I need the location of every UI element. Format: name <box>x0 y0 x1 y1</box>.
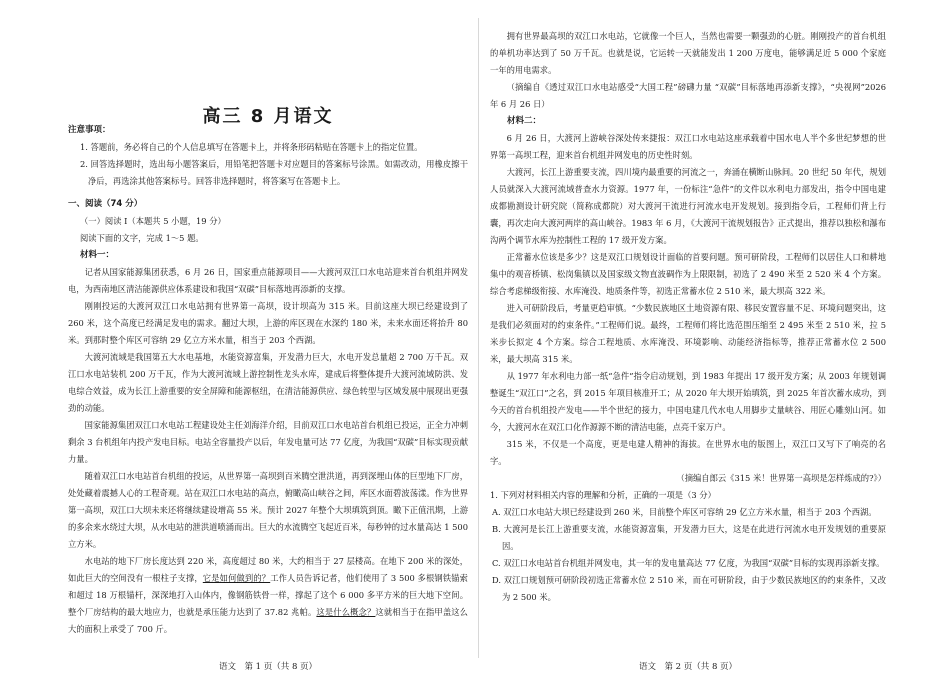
notice-heading: 注意事项： <box>68 125 111 135</box>
text: 水电站的地下厂房长度达到 220 米，高度超过 80 米，大约相当于 27 层楼高。在地下 200 米的深处，如此巨大的空间没有一根柱子支撑， <box>68 556 468 583</box>
paragraph: 6 月 26 日，大渡河上游峡谷深处传来捷报：双江口水电站这座承载着中国水电人半个多世纪梦想的世界第一高坝工程，迎来首台机组并网发电的历史性时刻。 <box>490 133 886 160</box>
text: 工作人员告诉记者，他们使用了 3 500 多根钢铁锚索和超过 18 万根锚杆，深深地打入山体内，像钢筋铁骨一样，撑起了这个 6 000 多平方米的巨大地下空间。整个厂房结构的最大地应力，也就是承压能力达到了 37.82 兆帕。 <box>68 573 468 617</box>
source-citation: （摘编自郎云《315 米！世界第一高坝是怎样炼成的?》） <box>676 473 886 483</box>
paragraph: 刚刚投运的大渡河双江口水电站拥有世界第一高坝，设计坝高为 315 米。目前这座大坝已经建设到了 260 米，这个高度已经满足发电的需求。翻过大坝，上游的库区现在水深约 180 米，未来水面还将抬升 80 米。到那时整个库区可容纳 29 亿立方米水量，相当于 203 个西湖。 <box>68 301 468 345</box>
paragraph: 大渡河，长江上游重要支流，四川境内最重要的河流之一，奔涌在横断山脉间。20 世纪 50 年代，规划人员就深入大渡河流域普查水力资源。1977 年，一份标注“急件”的文件以水利电力部发出，指令中国电建成都勘测设计研究院（简称成都院）对大渡河干流进行河流水电开发规划。接到指令后，工程师们背上行囊，再次走向大渡河两岸的高山峡谷。1983 年 6 月，《大渡河干流规划报告》正式提出，推荐以独松和瀑布沟两个调节水库为控制性工程的 17 级开发方案。 <box>490 167 886 245</box>
page-footer: 语文 第 1 页（共 8 页） <box>218 662 318 672</box>
subsection-heading: （一）阅读 I（本题共 5 小题，19 分） <box>80 216 226 226</box>
paragraph: 从 1977 年水利电力部一纸“急件”指令启动规划，到 1983 年提出 17 级开发方案；从 2003 年规划调整诞生“双江口”之名，到 2015 年项目核准开工；从 2020 年大坝开始填筑，到 2025 年首次蓄水成功，到今天的首台机组投产发电——半个世纪的接力，中国电建几代水电人用脚步丈量峡谷、用匠心雕刻山河。如今，大渡河水在双江口化作源源不断的清洁电能，点亮千家万户。 <box>490 371 886 432</box>
material-label: 材料一： <box>80 250 115 260</box>
question-option: B. 大渡河是长江上游重要支流，水能资源富集，开发潜力巨大，这是在此进行河流水电开发规划的重要原因。 <box>492 524 886 551</box>
paragraph: 记者从国家能源集团获悉，6 月 26 日，国家重点能源项目——大渡河双江口水电站迎来首台机组并网发电，为西南地区清洁能源供应体系建设和我国“双碳”目标落地再添新的支撑。 <box>68 267 468 294</box>
question-option: A. 双江口水电站大坝已经建设到 260 米，目前整个库区可容纳 29 亿立方米水量，相当于 203 个西湖。 <box>492 507 877 517</box>
page-title: 高三 8 月语文 <box>202 106 334 127</box>
section-heading: 一、阅读（74 分） <box>68 199 143 209</box>
text: 这就相当于在指甲盖这么大的面积上承受了 700 斤。 <box>68 607 468 634</box>
question-option: D. 双江口规划预可研阶段初选正常蓄水位 2 510 米，而在可研阶段，由于少数民族地区的约束条件，又改为 2 500 米。 <box>492 575 886 602</box>
instruction: 阅读下面的文字，完成 1～5 题。 <box>80 233 204 243</box>
left-body <box>68 122 468 638</box>
column-divider <box>478 18 479 658</box>
paragraph: 正常蓄水位该是多少？这是双江口规划设计面临的首要问题。预可研阶段，工程师们以居住人口和耕地集中的观音桥镇、松岗集镇以及国家级文物直波碉作为上限限制，初选了 2 490 米至 2 520 米 4 个方案。综合考虑梯级衔接、水库淹没、地质条件等，初选正常蓄水位 2 510 米，最大坝高 322 米。 <box>490 252 886 296</box>
notice-item: 2. 回答选择题时，选出每小题答案后，用铅笔把答题卡对应题目的答案标号涂黑。如需改动，用橡皮擦干净后，再选涂其他答案标号。回答非选择题时，将答案写在答题卡上。 <box>80 159 468 186</box>
underlined-text: 这是什么概念？ <box>316 607 376 617</box>
paragraph: 大渡河流域是我国第五大水电基地，水能资源富集，开发潜力巨大，水电开发总量超 2 700 万千瓦。双江口水电站装机 200 万千瓦，作为大渡河流域上游控制性龙头水库，建成后将整体提升大渡河流域防洪、发电综合效益，成为长江上游重要的安全屏障和能源枢纽，在清洁能源供应、绿色转型与区域发展中展现出更强劲的动能。 <box>68 352 468 413</box>
paragraph: 315 米，不仅是一个高度，更是电建人精神的海拔。在世界水电的版图上，双江口又写下了响亮的名字。 <box>490 439 886 466</box>
right-body <box>490 28 886 606</box>
paragraph: 拥有世界最高坝的双江口水电站，它就像一个巨人，当然也需要一颗强劲的心脏。刚刚投产的首台机组的单机功率达到了 50 万千瓦。也就是说，它运转一天就能发出 1 200 万度电，能够满足近 5 000 个家庭一年的用电需求。 <box>490 31 886 75</box>
page-footer: 语文 第 2 页（共 8 页） <box>638 662 738 672</box>
source-citation: （摘编自《透过双江口水电站感受“大国工程”磅礴力量 “双碳”目标落地再添新支撑》，“央视网”2026 年 6 月 26 日） <box>490 82 886 109</box>
paragraph <box>68 553 468 638</box>
notice-item: 1. 答题前，务必将自己的个人信息填写在答题卡上，并将条形码粘贴在答题卡上的指定位置。 <box>80 142 423 152</box>
underlined-text: 它是如何做到的？ <box>202 573 271 583</box>
paragraph: 随着双江口水电站首台机组的投运，从世界第一高坝到百米腾空泄洪道，再到深埋山体的巨型地下厂房，处处藏着震撼人心的工程奇观。站在双江口水电站的高点，俯瞰高山峡谷之间，库区水面碧波荡漾。作为世界第一高坝，双江口大坝未来还将继续建设增高 55 米。预计 2027 年整个大坝填筑到顶。瞰下正值汛期，上游的多余来水绕过大坝，从水电站的泄洪道喷涌而出。巨大的水流腾空飞起近百米，每秒钟的过水量高达 1 500 立方米。 <box>68 471 468 549</box>
paragraph: 国家能源集团双江口水电站工程建设处主任刘海洋介绍，目前双江口水电站首台机组已投运，正全力冲刺剩余 3 台机组年内投产发电目标。电站全容量投产以后，年发电量可达 77 亿度，为我国“双碳”目标实现贡献力量。 <box>68 420 468 464</box>
material-label: 材料二： <box>507 116 542 126</box>
question-stem: 1. 下列对材料相关内容的理解和分析，正确的一项是（3 分） <box>490 490 716 500</box>
question-option: C. 双江口水电站首台机组并网发电，其一年的发电量高达 77 亿度，为我国“双碳”目标的实现再添新支撑。 <box>492 558 885 568</box>
paragraph: 进入可研阶段后，考量更趋审慎。“少数民族地区土地资源有限、移民安置容量不足、环境问题突出，这是我们必须面对的约束条件。”工程师们说。最终，工程师们将比选范围压缩至 2 495 米至 2 510 米，拉 5 米步长拟定 4 个方案。综合工程地质、水库淹没、环境影响、动能经济指标等，推荐正常蓄水位 2 500 米，最大坝高 315 米。 <box>490 303 886 364</box>
